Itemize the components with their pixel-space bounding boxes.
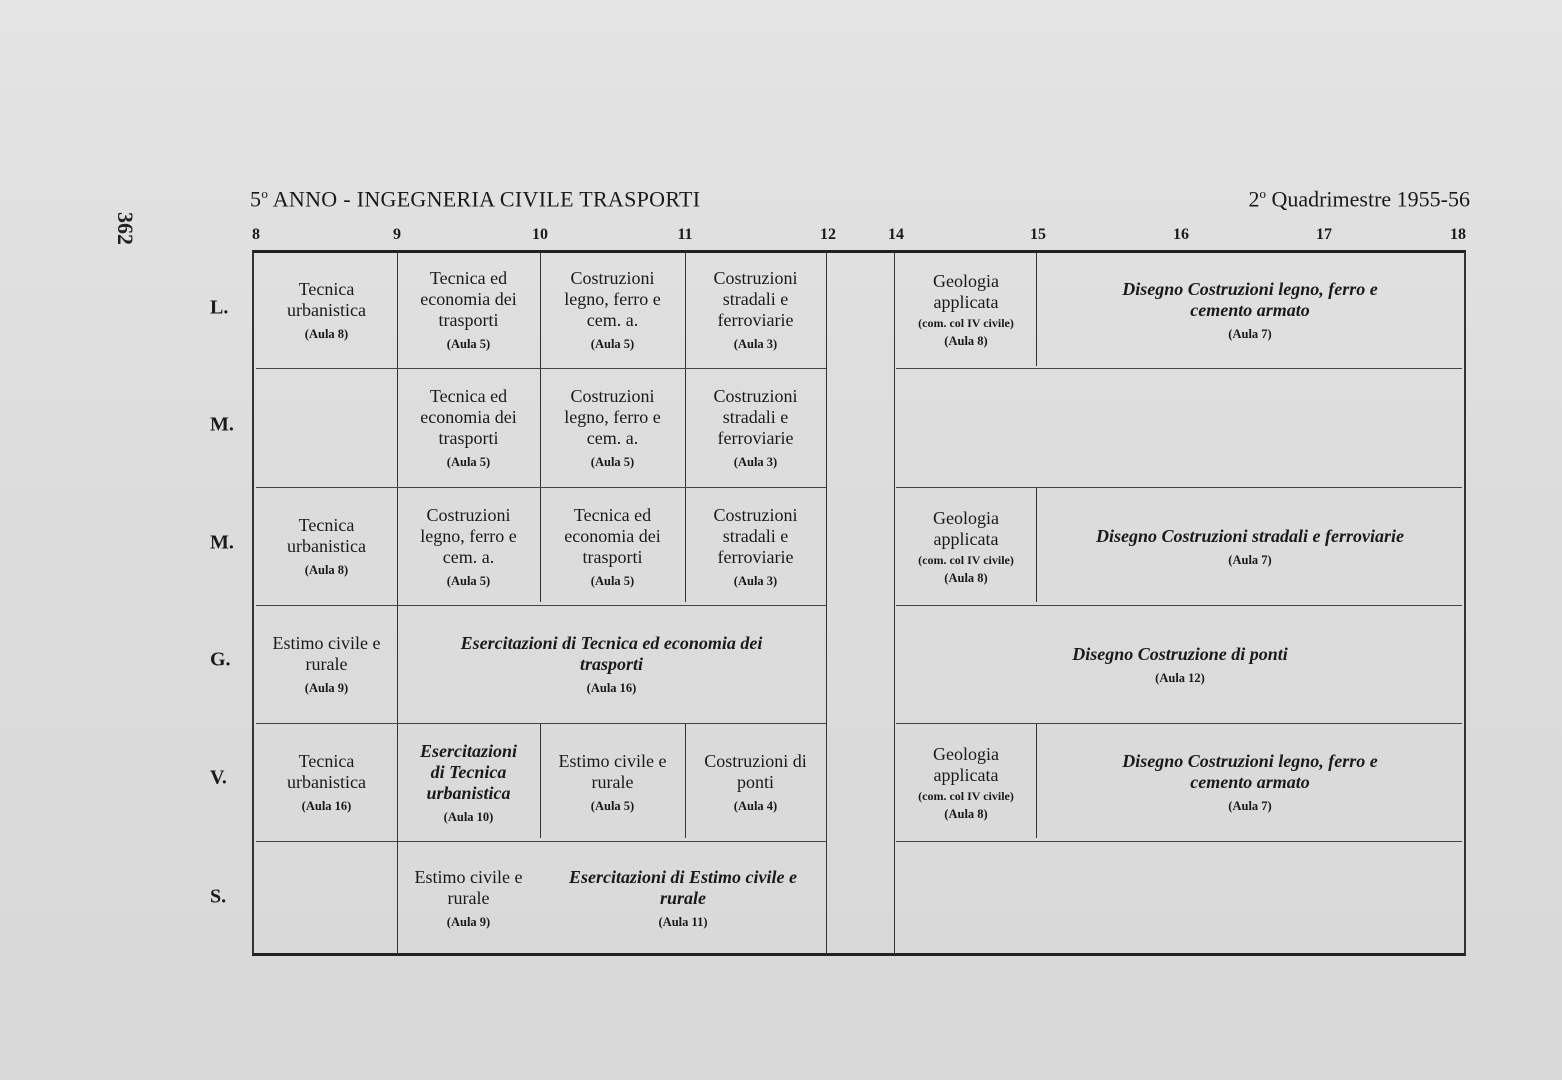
room-label: (Aula 5)	[590, 799, 635, 813]
schedule-cell	[256, 606, 397, 723]
schedule-cell	[397, 252, 540, 368]
hour-label: 8	[252, 226, 260, 243]
subject-label: Tecnica urbanistica	[287, 278, 366, 320]
room-label: (Aula 5)	[590, 573, 635, 588]
hour-label: 11	[677, 226, 693, 243]
day-label: M.	[210, 531, 234, 554]
schedule-cell	[1036, 252, 1464, 368]
room-label: (Aula 3)	[733, 455, 778, 469]
day-label: M.	[210, 413, 234, 436]
schedule-cell	[896, 724, 1036, 841]
grid-line	[896, 368, 1462, 369]
schedule-cell	[1036, 724, 1464, 841]
room-label: (Aula 3)	[733, 337, 778, 351]
schedule-cell	[685, 252, 826, 368]
subject-label: Tecnica ed economia dei trasporti	[420, 268, 517, 330]
subject-label: Disegno Costruzione di ponti	[1072, 643, 1288, 664]
day-label: G.	[210, 648, 231, 671]
room-label: (Aula 8)	[304, 563, 349, 577]
room-label: (Aula 7)	[1228, 552, 1272, 567]
page-title: 5$^o$ ANNO - INGEGNERIA CIVILE TRASPORTI	[250, 186, 701, 212]
subject-label: Tecnica ed economia dei trasporti	[564, 504, 661, 567]
room-label: (Aula 5)	[446, 573, 491, 588]
schedule-cell	[896, 488, 1036, 605]
subject-label: Costruzioni stradali e ferroviarie	[713, 386, 798, 448]
subject-label: Tecnica urbanistica	[287, 515, 366, 556]
schedule-cell	[256, 252, 397, 368]
note-label: (com. col IV civile)	[918, 788, 1014, 803]
schedule-cell	[397, 842, 540, 954]
subject-label: Tecnica ed economia dei trasporti	[420, 386, 517, 448]
schedule-cell	[896, 606, 1464, 723]
schedule-cell	[256, 488, 397, 605]
room-label: (Aula 5)	[590, 337, 635, 351]
subject-label: Geologia applicata	[933, 743, 999, 785]
room-label: (Aula 16)	[586, 681, 637, 695]
room-label: (Aula 11)	[658, 914, 708, 929]
schedule-cell	[397, 488, 540, 605]
room-label: (Aula 5)	[446, 337, 491, 351]
term-label: 2$^o$ Quadrimestre 1955-56	[1248, 186, 1470, 212]
hour-label: 16	[1173, 226, 1189, 243]
schedule-cell	[540, 252, 685, 368]
subject-label: Geologia applicata	[933, 271, 999, 312]
hour-label: 15	[1030, 226, 1046, 243]
subject-label: Costruzioni legno, ferro e cem. a.	[564, 268, 661, 330]
room-label: (Aula 9)	[446, 914, 491, 929]
hour-label: 18	[1450, 226, 1466, 243]
room-label: (Aula 7)	[1228, 326, 1272, 341]
day-label: L.	[210, 296, 229, 319]
schedule-cell	[685, 488, 826, 605]
schedule-cell	[1036, 488, 1464, 605]
subject-label: Disegno Costruzioni legno, ferro e cemento armato	[1122, 278, 1378, 320]
note-label: (com. col IV civile)	[918, 552, 1014, 567]
subject-label: Costruzioni legno, ferro e cem. a.	[420, 504, 517, 567]
schedule-cell	[685, 724, 826, 841]
room-label: (Aula 4)	[733, 799, 778, 813]
schedule-cell	[397, 606, 826, 723]
grid-line	[894, 252, 895, 954]
schedule-cell	[540, 724, 685, 841]
subject-label: Esercitazioni di Estimo civile e rurale	[569, 866, 797, 908]
room-label: (Aula 8)	[944, 806, 988, 821]
subject-label: Geologia applicata	[933, 507, 999, 549]
schedule-cell	[896, 252, 1036, 368]
subject-label: Estimo civile e rurale	[558, 751, 667, 792]
grid-line	[826, 252, 827, 954]
schedule-cell	[397, 369, 540, 487]
subject-label: Esercitazioni di Tecnica urbanistica	[419, 740, 517, 803]
subject-label: Costruzioni stradali e ferroviarie	[713, 268, 798, 330]
subject-label: Estimo civile e rurale	[414, 866, 523, 908]
schedule-cell	[540, 369, 685, 487]
room-label: (Aula 8)	[304, 326, 349, 341]
schedule-cell	[540, 842, 826, 954]
schedule-cell	[540, 488, 685, 605]
hour-label: 12	[820, 226, 836, 243]
schedule-cell	[256, 724, 397, 841]
room-label: (Aula 8)	[944, 570, 988, 585]
day-label: V.	[210, 766, 227, 789]
subject-label: Esercitazioni di Tecnica ed economia dei trasporti	[460, 633, 763, 674]
room-label: (Aula 12)	[1155, 670, 1205, 685]
room-label: (Aula 10)	[443, 809, 494, 824]
room-label: (Aula 16)	[301, 799, 352, 813]
subject-label: Costruzioni legno, ferro e cem. a.	[564, 386, 661, 448]
day-label: S.	[210, 885, 227, 908]
room-label: (Aula 5)	[590, 455, 635, 469]
hour-label: 14	[888, 226, 904, 243]
subject-label: Estimo civile e rurale	[272, 633, 381, 674]
grid-line	[896, 841, 1462, 842]
subject-label: Costruzioni di ponti	[704, 751, 807, 792]
subject-label: Disegno Costruzioni stradali e ferroviarie	[1095, 525, 1405, 546]
subject-label: Disegno Costruzioni legno, ferro e cemento armato	[1122, 751, 1378, 792]
room-label: (Aula 7)	[1228, 799, 1272, 813]
schedule-cell	[685, 369, 826, 487]
room-label: (Aula 8)	[944, 334, 988, 348]
room-label: (Aula 3)	[733, 573, 778, 588]
room-label: (Aula 5)	[446, 455, 491, 469]
note-label: (com. col IV civile)	[918, 316, 1014, 330]
subject-label: Tecnica urbanistica	[287, 751, 366, 792]
schedule-cell	[397, 724, 540, 841]
hour-label: 17	[1316, 226, 1332, 243]
subject-label: Costruzioni stradali e ferroviarie	[713, 504, 798, 567]
room-label: (Aula 9)	[304, 681, 349, 695]
page-number: 362	[113, 212, 138, 245]
hour-label: 9	[393, 226, 401, 243]
hour-label: 10	[532, 226, 548, 243]
